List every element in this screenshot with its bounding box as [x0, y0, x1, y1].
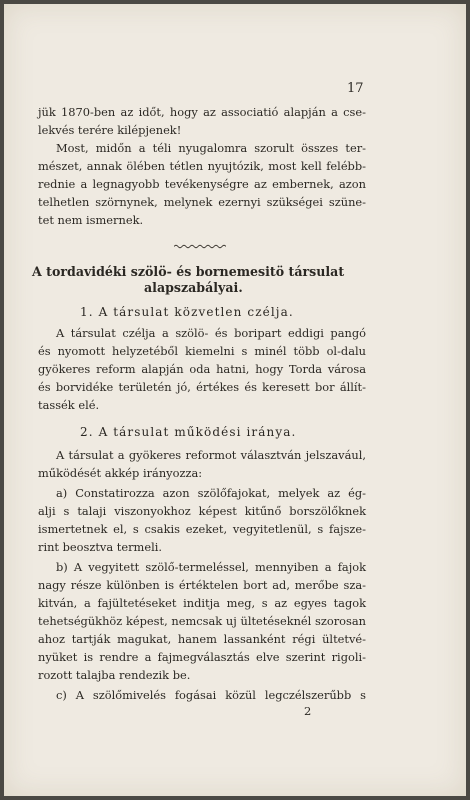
text-line: a) Constatirozza azon szölőfajokat, melyek az ég-: [56, 486, 366, 500]
text-line: lekvés terére kilépjenek!: [38, 123, 182, 137]
text-line: kitván, a fajültetéseket inditja meg, s az egyes tagok: [38, 596, 366, 610]
text-line: és nyomott helyzetéből kiemelni s minél több ol-dalu: [38, 344, 366, 358]
text-line: működését akkép irányozza:: [38, 466, 203, 480]
text-line: tehetségükhöz képest, nemcsak uj ültetéseknél szorosan: [38, 614, 366, 628]
signature-mark: 2: [304, 704, 312, 718]
text-line: tassék elé.: [38, 398, 100, 412]
text-line: rednie a legnagyobb tevékenységre az embernek, azon: [38, 177, 366, 191]
ornament-divider: [174, 244, 226, 249]
section-title: A tordavidéki szölö- és bornemesitö társulat: [32, 264, 345, 279]
text-line: nyüket is rendre a fajmegválasztás elve szerint rigoli-: [38, 650, 366, 664]
section-title: alapszabályai.: [144, 280, 243, 295]
text-line: telhetlen szörnynek, melynek ezernyi szükségei szüne-: [38, 195, 366, 209]
text-line: c) A szölőmivelés fogásai közül legczélszerűbb s: [56, 688, 366, 702]
subheading: 2. A társulat működési iránya.: [80, 425, 297, 439]
text-line: nagy része különben is értéktelen bort ad, merőbe sza-: [38, 578, 366, 592]
subheading: 1. A társulat közvetlen czélja.: [80, 305, 294, 319]
text-line: ahoz tartják magukat, hanem lassanként régi ültetvé-: [38, 632, 366, 646]
text-line: mészet, annak ölében tétlen nyujtózik, most kell felébb-: [38, 159, 366, 173]
text-line: tet nem ismernek.: [38, 213, 144, 227]
text-line: rint beosztva termeli.: [38, 540, 162, 554]
text-line: jük 1870-ben az időt, hogy az associatió alapján a cse-: [38, 105, 366, 119]
text-line: alji s talaji viszonyokhoz képest kitűnő borszölőknek: [38, 504, 366, 518]
page-number: 17: [347, 81, 364, 96]
text-line: Most, midőn a téli nyugalomra szorult összes ter-: [56, 141, 366, 155]
text-line: és borvidéke területén jó, értékes és keresett bor állít-: [38, 380, 366, 394]
text-line: A társulat czélja a szölö- és boripart eddigi pangó: [56, 326, 366, 340]
text-line: rozott talajba rendezik be.: [38, 668, 191, 682]
book-page: [4, 4, 466, 796]
text-line: b) A vegyitett szölő-termeléssel, mennyiben a fajok: [56, 560, 366, 574]
text-line: gyökeres reform alapján oda hatni, hogy Torda városa: [38, 362, 366, 376]
text-line: A társulat a gyökeres reformot választván jelszavául,: [56, 448, 366, 462]
text-line: ismertetnek el, s csakis ezeket, vegyitetlenül, s fajsze-: [38, 522, 366, 536]
